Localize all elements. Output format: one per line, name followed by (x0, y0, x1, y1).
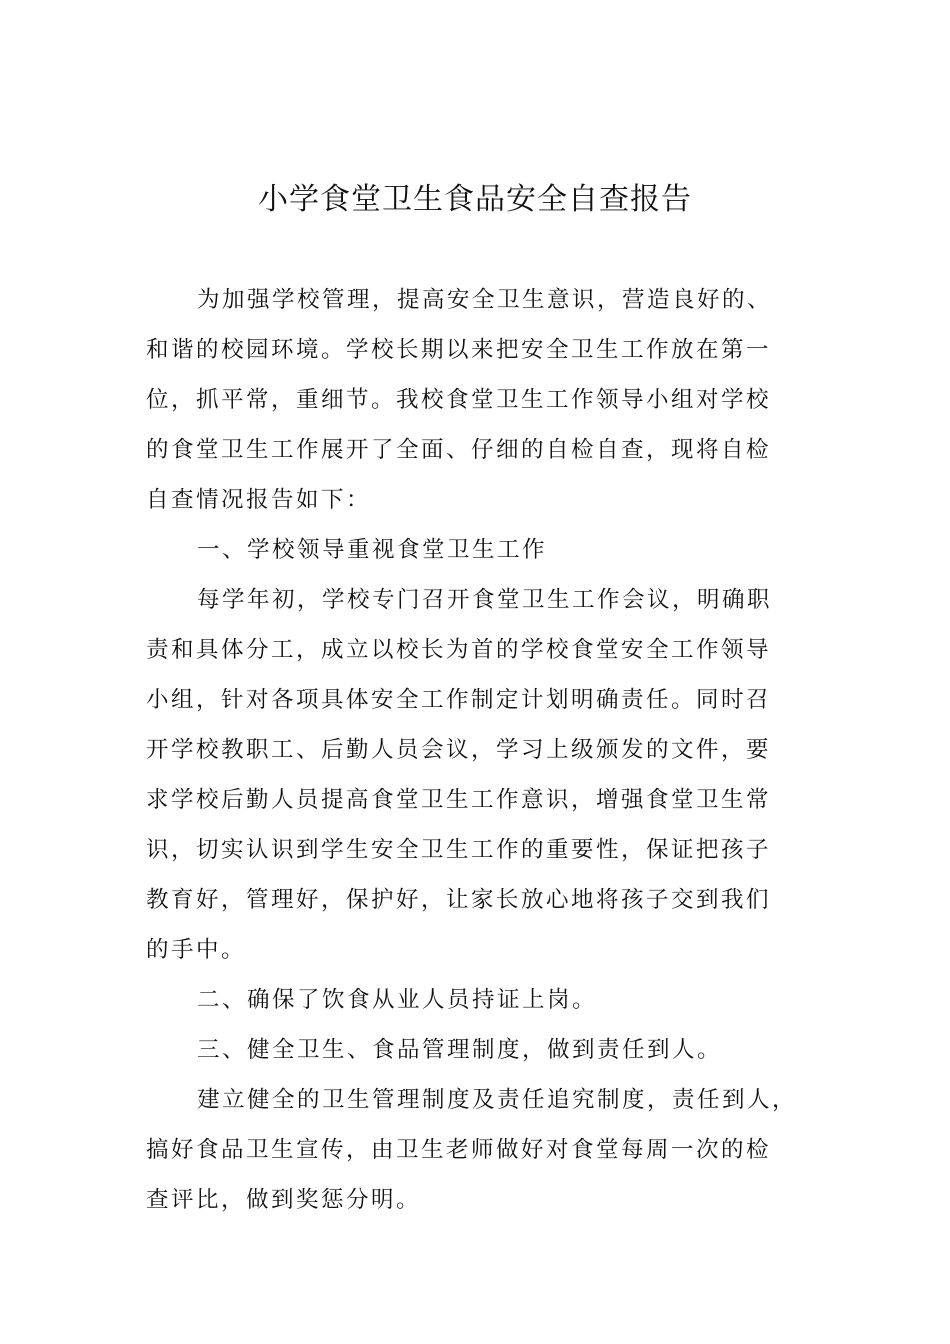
paragraph-line: 教育好，管理好，保护好，让家长放心地将孩子交到我们 (146, 887, 772, 913)
section-heading-2: 二、确保了饮食从业人员持证上岗。 (197, 987, 598, 1013)
section-heading-3: 三、健全卫生、食品管理制度，做到责任到人。 (197, 1037, 723, 1063)
paragraph-line: 搞好食品卫生宣传，由卫生老师做好对食堂每周一次的检 (146, 1137, 772, 1163)
paragraph-line: 责和具体分工，成立以校长为首的学校食堂安全工作领导 (146, 637, 772, 663)
paragraph-line: 为加强学校管理，提高安全卫生意识，营造良好的、 (197, 287, 773, 313)
paragraph-line: 位，抓平常，重细节。我校食堂卫生工作领导小组对学校 (146, 387, 772, 413)
paragraph-line: 小组，针对各项具体安全工作制定计划明确责任。同时召 (146, 687, 772, 713)
paragraph-line: 每学年初，学校专门召开食堂卫生工作会议，明确职 (197, 587, 773, 613)
paragraph-line: 自查情况报告如下： (146, 487, 372, 513)
paragraph-line: 求学校后勤人员提高食堂卫生工作意识，增强食堂卫生常 (146, 787, 772, 813)
paragraph-line: 的食堂卫生工作展开了全面、仔细的自检自查，现将自检 (146, 437, 772, 463)
paragraph-line: 识，切实认识到学生安全卫生工作的重要性，保证把孩子 (146, 837, 772, 863)
document-title: 小学食堂卫生食品安全自查报告 (258, 182, 692, 217)
section-heading-1: 一、学校领导重视食堂卫生工作 (197, 537, 548, 563)
paragraph-line: 查评比，做到奖惩分明。 (146, 1187, 422, 1213)
paragraph-line: 的手中。 (146, 937, 247, 963)
paragraph-line: 开学校教职工、后勤人员会议，学习上级颁发的文件，要 (146, 737, 772, 763)
paragraph-line: 建立健全的卫生管理制度及责任追究制度，责任到人， (197, 1087, 798, 1113)
paragraph-line: 和谐的校园环境。学校长期以来把安全卫生工作放在第一 (146, 337, 772, 363)
